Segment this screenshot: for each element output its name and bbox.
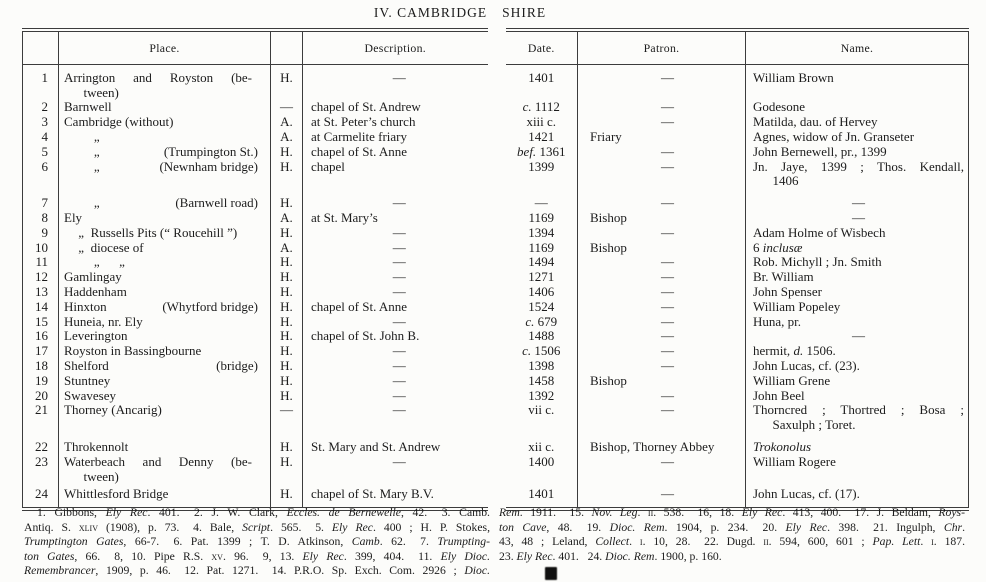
header-place: Place. [59,30,271,64]
cell-date: — [534,195,548,211]
cell-name: Matilda, dau. of Hervey [746,115,969,130]
cell-description: — [392,453,406,469]
cell-entry-number: 9 [23,226,59,241]
cell-description: chapel of St. Anne [311,298,408,314]
footnote-line: 23. Ely Rec. 401. 24. Dioc. Rem. 1900, p. 160. [499,549,722,563]
cell-place: „ (Barnwell road) [59,189,271,211]
footnote-line: Antiq. S. xliv (1908), p. 73. 4. Bale, Script. 565. 5. Ely Rec. 400 ; H. P. Stokes, [24,520,491,534]
page-gutter [488,30,506,64]
table-row [23,389,969,404]
cell-house-type: H. [271,255,303,270]
cell-date: bef. 1361 [517,143,566,159]
cell-date: 1421 [528,128,555,144]
cell-description: — [392,224,406,240]
cell-date: 1271 [528,269,555,285]
cell-date: xiii c. [526,114,557,130]
cell-patron: — [578,100,746,115]
cell-entry-number: 22 [23,433,59,455]
cell-description: chapel [311,158,345,174]
cell-entry-number: 16 [23,329,59,344]
cell-date: 1401 [506,484,578,509]
table-row [23,455,969,485]
cell-description: — [392,283,406,299]
cell-patron: — [578,455,746,485]
cell-name: Br. William [746,270,969,285]
records-table [22,28,969,511]
cell-date: 1494 [528,254,555,270]
cell-description: St. Mary and St. Andrew [311,438,441,454]
cell-place: Shelford (bridge) [59,359,271,374]
cell-house-type: H. [271,344,303,359]
cell-name: John Beel [746,389,969,404]
header-name: Name. [746,30,969,64]
cell-entry-number: 10 [23,241,59,256]
table-row [23,374,969,389]
page-gutter [488,160,506,190]
page-title-right: SHIRE [502,5,547,20]
cell-patron: Bishop [578,241,746,256]
cell-place: Barnwell [59,100,271,115]
page-gutter [488,433,506,455]
cell-patron: — [578,359,746,374]
cell-house-type: A. [271,130,303,145]
cell-entry-number: 21 [23,403,59,433]
table-row [23,270,969,285]
cell-date: 1169 [528,209,555,225]
cell-date: 1400 [528,453,555,469]
table-row [23,433,969,455]
page-gutter [488,374,506,389]
page-gutter [488,145,506,160]
footnote-line: Rem. 1911. 15. Nov. Leg. ii. 538. 16, 18. Ely Rec. 413, 400. 17. J. Beldam, Roys- [499,506,966,519]
cell-description: chapel of St. Anne [311,143,408,159]
page-gutter [488,189,506,211]
cell-house-type: H. [271,455,303,485]
cell-name: William Grene [746,374,969,389]
page-gutter [488,344,506,359]
cell-house-type: H. [271,329,303,344]
table-row [23,189,969,211]
cell-patron: — [578,403,746,433]
cell-date: 1401 [528,69,555,85]
page-gutter [488,300,506,315]
cell-house-type: H. [271,145,303,160]
cell-entry-number: 13 [23,285,59,300]
cell-name: — [746,211,969,226]
cell-date: 1524 [528,298,555,314]
cell-patron: Bishop [578,374,746,389]
cell-patron: — [578,285,746,300]
cell-name: hermit, d. 1506. [746,344,969,359]
cell-date: 1406 [528,283,555,299]
cell-house-type: H. [271,300,303,315]
page-gutter [488,403,506,433]
cell-patron: — [578,145,746,160]
footnotes-right-column [499,506,965,579]
cell-description: — [392,343,406,359]
table-row [23,285,969,300]
cell-place: „ [59,130,271,145]
cell-house-type: A. [271,115,303,130]
cell-description: — [392,69,406,85]
cell-name: William Rogere [746,455,969,485]
cell-entry-number: 11 [23,255,59,270]
cell-place: Whittlesford Bridge [59,484,271,509]
cell-patron: — [578,115,746,130]
cell-house-type: H. [271,433,303,455]
cell-place: Thorney (Ancarig) [59,403,271,433]
header-row [23,30,969,64]
table-row [23,255,969,270]
cell-entry-number: 20 [23,389,59,404]
cell-house-type: H. [271,160,303,190]
cell-name: John Spenser [746,285,969,300]
cell-description: chapel of St. Andrew [311,99,421,115]
page-gutter [488,270,506,285]
cell-entry-number: 23 [23,455,59,485]
cell-name: — [746,189,969,211]
table-row [23,100,969,115]
table-row [23,145,969,160]
table-row [23,241,969,256]
cell-patron: — [578,344,746,359]
cell-patron: — [578,189,746,211]
header-house-type [271,30,303,64]
cell-patron: Bishop, Thorney Abbey [578,433,746,455]
page-gutter [488,315,506,330]
cell-name: John Lucas, cf. (23). [746,359,969,374]
cell-place: Arrington and Royston (be- tween) [59,64,271,100]
cell-house-type: H. [271,189,303,211]
cell-date: c. 679 [525,313,558,329]
cell-name: — [746,329,969,344]
cell-description: — [392,372,406,388]
footnote-line: 43, 48 ; Leland, Collect. i. 10, 28. 22. Dugd. ii. 594, 600, 601 ; Pap. Lett. i. 187. [499,535,966,549]
footnotes [24,506,966,579]
page-title [0,5,986,21]
cell-house-type: H. [271,270,303,285]
table-row [23,211,969,226]
table-row [23,115,969,130]
cell-house-type: H. [271,226,303,241]
cell-date: 1398 [528,357,555,373]
footnote-line: Trumptington Gates, 66-7. 6. Pat. 1399 ; T. D. Atkinson, Camb. 62. 7. Trumpting- [24,535,490,549]
cell-entry-number: 8 [23,211,59,226]
cell-house-type: H. [271,315,303,330]
table-row [23,344,969,359]
cell-patron: — [578,329,746,344]
cell-description: — [392,313,406,329]
cell-date: 1394 [528,224,555,240]
cell-house-type: H. [271,285,303,300]
page-gutter [488,130,506,145]
cell-description: — [392,402,406,418]
cell-house-type: H. [271,484,303,509]
cell-place: „ diocese of [59,241,271,256]
cell-entry-number: 2 [23,100,59,115]
cell-entry-number: 4 [23,130,59,145]
cell-place: Waterbeach and Denny (be- tween) [59,455,271,485]
table-row [23,226,969,241]
cell-place: Leverington [59,329,271,344]
cell-patron: — [578,255,746,270]
cell-entry-number: 18 [23,359,59,374]
cell-place: „ (Newnham bridge) [59,160,271,190]
cell-house-type: — [271,100,303,115]
cell-description: at St. Mary’s [311,209,378,225]
cell-place: Royston in Bassingbourne [59,344,271,359]
table-row [23,403,969,433]
cell-entry-number: 3 [23,115,59,130]
cell-name: Adam Holme of Wisbech [746,226,969,241]
cell-place: Huneia, nr. Ely [59,315,271,330]
cell-place: „ (Trumpington St.) [59,145,271,160]
cell-date: 1399 [528,158,555,174]
cell-patron: — [578,300,746,315]
cell-entry-number: 14 [23,300,59,315]
cell-place: Gamlingay [59,270,271,285]
header-patron: Patron. [578,30,746,64]
header-description: Description. [303,30,488,64]
footnote-line: ton Gates, 66. 8, 10. Pipe R.S. xv. 96. 9, 13. Ely Rec. 399, 404. 11. Ely Dioc. [24,549,491,563]
ink-mark [545,567,557,580]
cell-date: 1488 [528,328,555,344]
page-gutter [488,359,506,374]
cell-description: — [392,269,406,285]
cell-date: 1392 [528,387,555,403]
footnote-line: 1. Gibbons, Ely Rec. 401. 2. J. W. Clark, Eccles. de Bernewelle, 42. 3. Camb. [37,506,490,519]
cell-entry-number: 12 [23,270,59,285]
cell-entry-number: 19 [23,374,59,389]
cell-date: c. 1112 [522,99,560,115]
header-date: Date. [506,30,578,64]
cell-place: Ely [59,211,271,226]
table-row [23,329,969,344]
cell-description: chapel of St. Mary B.V. [303,484,488,509]
cell-house-type: H. [271,374,303,389]
page-gutter [488,285,506,300]
cell-name: John Bernewell, pr., 1399 [746,145,969,160]
cell-name: Rob. Michyll ; Jn. Smith [746,255,969,270]
cell-house-type: H. [271,359,303,374]
cell-description: — [392,387,406,403]
cell-entry-number: 6 [23,160,59,190]
cell-house-type: H. [271,389,303,404]
cell-name: Godesone [746,100,969,115]
cell-place: „ Russells Pits (“ Roucehill ”) [59,226,271,241]
cell-date: 1458 [528,372,555,388]
cell-name: John Lucas, cf. (17). [746,484,969,509]
cell-description: at St. Peter’s church [311,114,416,130]
page-gutter [488,100,506,115]
cell-place: Swavesey [59,389,271,404]
page-gutter [488,389,506,404]
cell-entry-number: 24 [23,484,59,509]
page-gutter [488,64,506,100]
cell-patron: — [578,226,746,241]
cell-place: „ „ [59,255,271,270]
table-row [23,64,969,100]
cell-entry-number: 15 [23,315,59,330]
cell-place: Haddenham [59,285,271,300]
cell-place: Throkennolt [59,433,271,455]
page-gutter [488,255,506,270]
cell-name: Jn. Jaye, 1399 ; Thos. Kendall, 1406 [746,160,969,190]
cell-description: — [392,239,406,255]
page-gutter [488,211,506,226]
header-entry-number [23,30,59,64]
cell-name: William Popeley [746,300,969,315]
table-row [23,160,969,190]
cell-description: — [392,357,406,373]
table-header [23,30,969,64]
cell-date: 1169 [528,239,555,255]
cell-patron: — [578,315,746,330]
page-gutter [488,226,506,241]
cell-house-type: A. [271,211,303,226]
cell-house-type: A. [271,241,303,256]
cell-entry-number: 1 [23,64,59,100]
cell-place: Hinxton (Whytford bridge) [59,300,271,315]
table-row [23,315,969,330]
cell-entry-number: 7 [23,189,59,211]
footnotes-left-column [24,506,490,579]
page-gutter [488,329,506,344]
cell-house-type: — [271,403,303,433]
cell-patron: — [578,484,746,509]
records-tbody [23,64,969,509]
cell-description: — [392,195,406,211]
cell-patron: Bishop [578,211,746,226]
cell-description: — [392,254,406,270]
cell-patron: — [578,160,746,190]
cell-patron: — [578,389,746,404]
cell-patron: Friary [578,130,746,145]
cell-place: Cambridge (without) [59,115,271,130]
cell-patron: — [578,64,746,100]
table-row [23,300,969,315]
cell-name: Huna, pr. [746,315,969,330]
page-title-left: IV. CAMBRIDGE [373,5,488,20]
footnote-line: ton Cave, 48. 19. Dioc. Rem. 1904, p. 234. 20. Ely Rec. 398. 21. Ingulph, Chr. [499,520,966,534]
table-row [23,130,969,145]
cell-name: William Brown [746,64,969,100]
cell-description: at Carmelite friary [311,128,408,144]
page-gutter [488,115,506,130]
cell-patron: — [578,270,746,285]
cell-date: vii c. [528,402,555,418]
cell-name: Trokonolus [746,433,969,455]
cell-place: Stuntney [59,374,271,389]
page-gutter [488,241,506,256]
cell-name: Thorncred ; Thortred ; Bosa ; Saxulph ; Toret. [746,403,969,433]
cell-name: Agnes, widow of Jn. Granseter [746,130,969,145]
cell-entry-number: 17 [23,344,59,359]
cell-name: 6 inclusæ [746,241,969,256]
cell-date: c. 1506 [522,343,561,359]
cell-house-type: H. [271,64,303,100]
table-row [23,359,969,374]
page-gutter [488,455,506,485]
footnote-line: Remembrancer, 1909, p. 46. 12. Pat. 1271. 14. P.R.O. Sp. Exch. Com. 2926 ; Dioc. [24,564,490,578]
cell-entry-number: 5 [23,145,59,160]
cell-date: xii c. [528,438,555,454]
cell-description: chapel of St. John B. [311,328,420,344]
